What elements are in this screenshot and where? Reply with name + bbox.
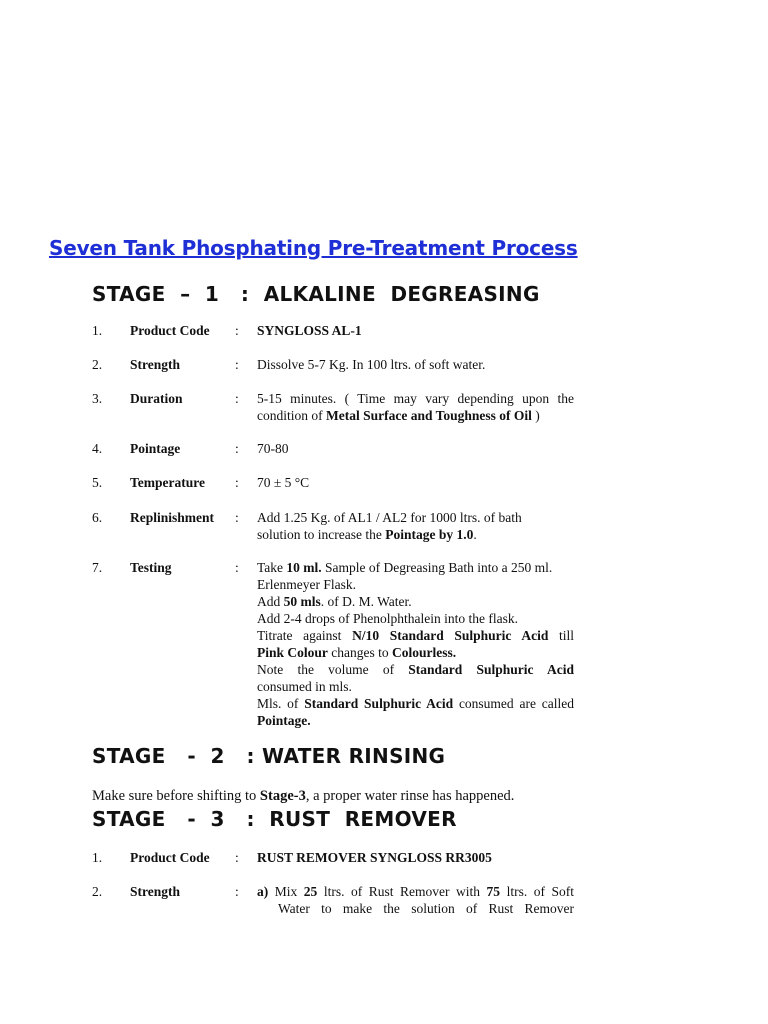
item-label: Product Code [130,323,210,338]
stage-2-heading: STAGE - 2 : WATER RINSING [92,744,446,768]
item-number: 3. [92,391,103,406]
item-value: 70-80 [257,441,289,456]
item-number: 1. [92,323,103,338]
item-colon: : [235,560,239,575]
item-number: 2. [92,884,103,899]
item-value: RUST REMOVER SYNGLOSS RR3005 [257,850,492,865]
item-number: 6. [92,510,103,525]
stage-3-heading: STAGE - 3 : RUST REMOVER [92,807,457,831]
item-value: a) Mix 25 ltrs. of Rust Remover with 75 ltrs. of Soft Water to make the solution of Rust Remover [257,884,574,916]
item-colon: : [235,510,239,525]
item-colon: : [235,391,239,406]
item-value: 5-15 minutes. ( Time may vary depending upon the condition of Metal Surface and Toughness of Oil ) [257,391,574,423]
item-value: Take 10 ml. Sample of Degreasing Bath into a 250 ml. Erlenmeyer Flask. Add 50 mls. of D. M. Water. Add 2-4 drops of Phenolphthalein into the flask. Titrate against N/10 Standard Sulphuric Acid till Pink Colour changes to Colourless. Note the volume of Standard Sulphuric Acid consumed in mls. Mls. of Standard Sulphuric Acid consumed are called Pointage. [257,560,574,728]
item-colon: : [235,357,239,372]
item-colon: : [235,475,239,490]
item-colon: : [235,884,239,899]
item-label: Strength [130,357,181,372]
stage-2-text: Make sure before shifting to Stage-3, a proper water rinse has happened. [92,788,515,804]
item-label: Temperature [130,475,205,490]
item-colon: : [235,850,239,865]
item-label: Pointage [130,441,181,456]
item-number: 7. [92,560,103,575]
item-number: 4. [92,441,103,456]
item-label: Duration [130,391,183,406]
item-value: Dissolve 5-7 Kg. In 100 ltrs. of soft water. [257,357,486,372]
item-colon: : [235,441,239,456]
item-label: Replinishment [130,510,215,525]
item-label: Product Code [130,850,210,865]
item-value: SYNGLOSS AL-1 [257,323,362,338]
item-colon: : [235,323,239,338]
item-label: Testing [130,560,172,575]
item-number: 2. [92,357,103,372]
document-title: Seven Tank Phosphating Pre-Treatment Process [49,236,578,260]
stage-1-heading: STAGE – 1 : ALKALINE DEGREASING [92,282,540,306]
item-label: Strength [130,884,181,899]
item-value: Add 1.25 Kg. of AL1 / AL2 for 1000 ltrs. of bath solution to increase the Pointage by 1.0. [257,510,522,542]
item-number: 5. [92,475,103,490]
item-value: 70 ± 5 °C [257,475,310,490]
item-number: 1. [92,850,103,865]
